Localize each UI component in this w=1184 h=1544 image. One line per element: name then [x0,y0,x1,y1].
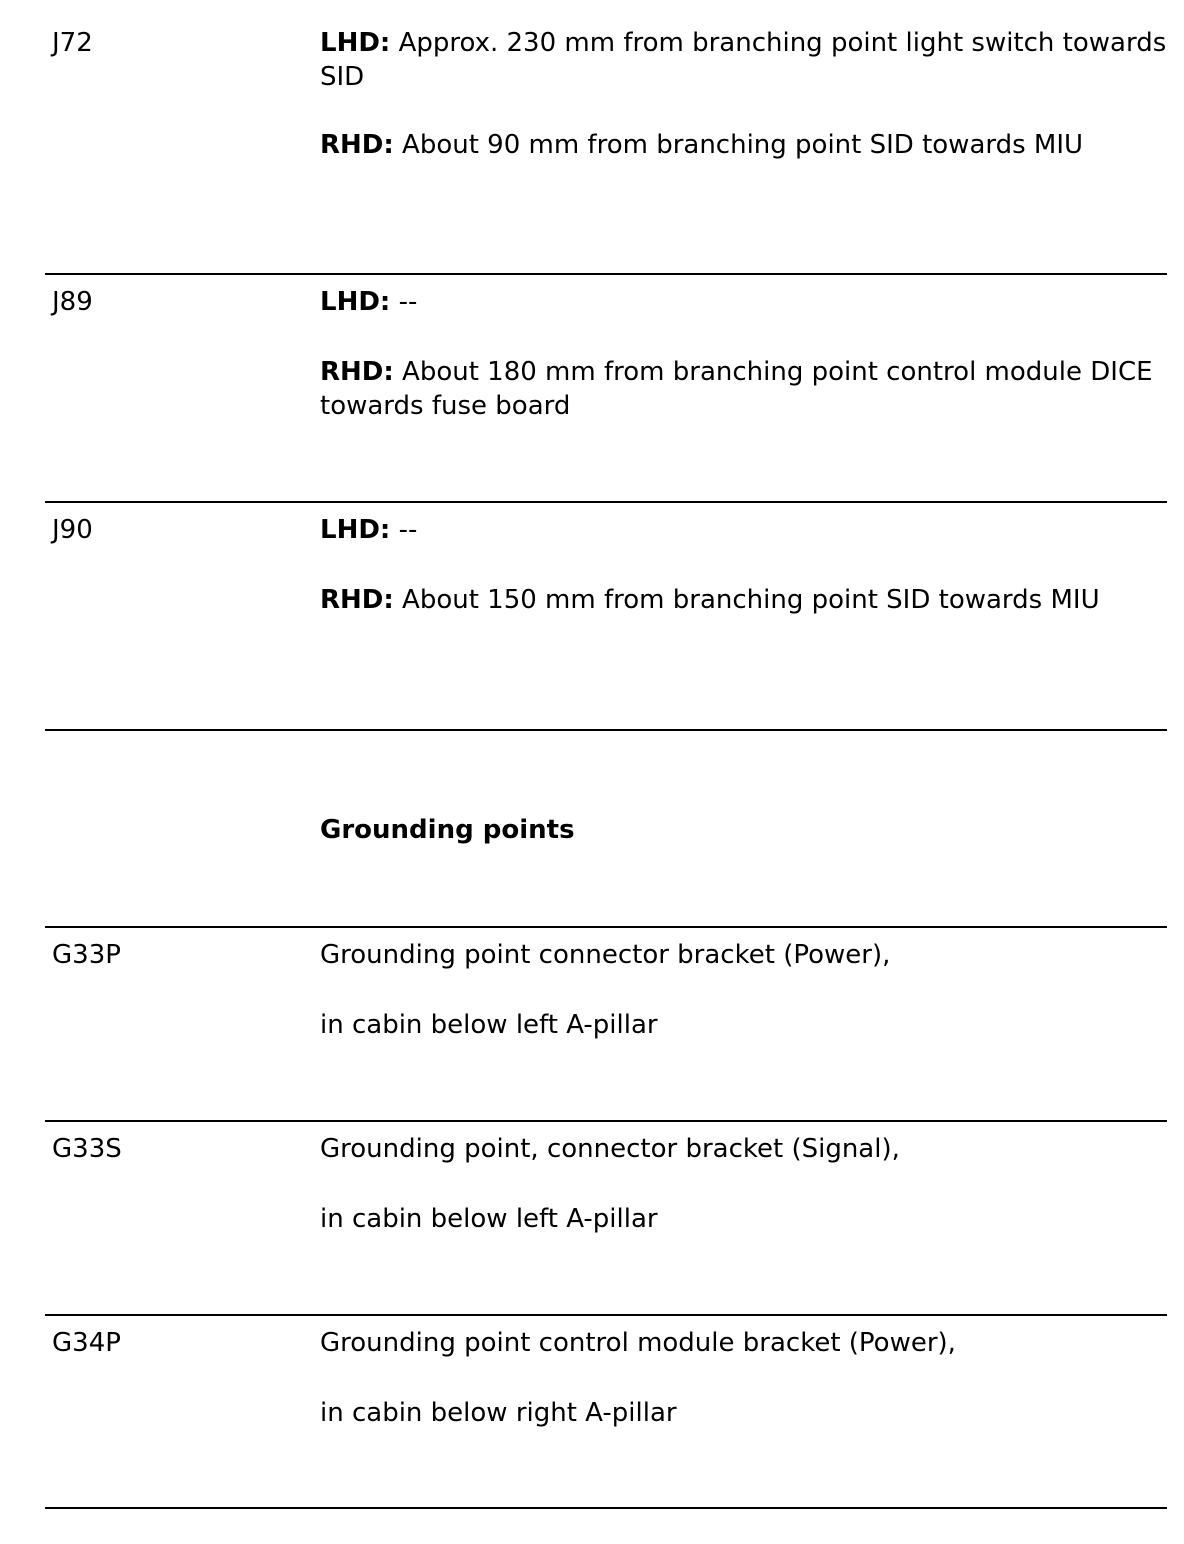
lhd-label: LHD: [320,515,391,545]
rhd-label: RHD: [320,585,394,615]
row-code: G34P [52,1328,121,1358]
grounding-location: in cabin below left A-pillar [320,1010,658,1040]
grounding-description: Grounding point, connector bracket (Signal), [320,1134,900,1164]
lhd-description [320,285,1170,319]
lhd-description [320,26,1170,94]
row-code: J90 [52,515,93,545]
rhd-description [320,355,1170,423]
rhd-description [320,583,1170,617]
row-code: G33P [52,940,121,970]
lhd-text: Approx. 230 mm from branching point light switch towards SID [320,28,1167,92]
lhd-label: LHD: [320,287,391,317]
row-code: J72 [52,28,93,58]
rhd-label: RHD: [320,357,394,387]
row-divider [45,729,1167,731]
rhd-description [320,128,1170,162]
lhd-description [320,513,1170,547]
rhd-text: About 180 mm from branching point control module DICE towards fuse board [320,357,1153,421]
row-divider [45,1120,1167,1122]
row-divider [45,926,1167,928]
lhd-label: LHD: [320,28,391,58]
grounding-description: Grounding point control module bracket (Power), [320,1328,956,1358]
grounding-location: in cabin below right A-pillar [320,1398,677,1428]
grounding-location: in cabin below left A-pillar [320,1204,658,1234]
lhd-text: -- [390,515,418,545]
rhd-text: About 150 mm from branching point SID towards MIU [393,585,1100,615]
row-divider [45,501,1167,503]
grounding-description: Grounding point connector bracket (Power), [320,940,891,970]
row-divider [45,273,1167,275]
lhd-text: -- [390,287,418,317]
section-heading: Grounding points [320,815,575,845]
rhd-label: RHD: [320,130,394,160]
row-code: G33S [52,1134,122,1164]
row-divider [45,1507,1167,1509]
row-divider [45,1314,1167,1316]
rhd-text: About 90 mm from branching point SID towards MIU [393,130,1084,160]
row-code: J89 [52,287,93,317]
